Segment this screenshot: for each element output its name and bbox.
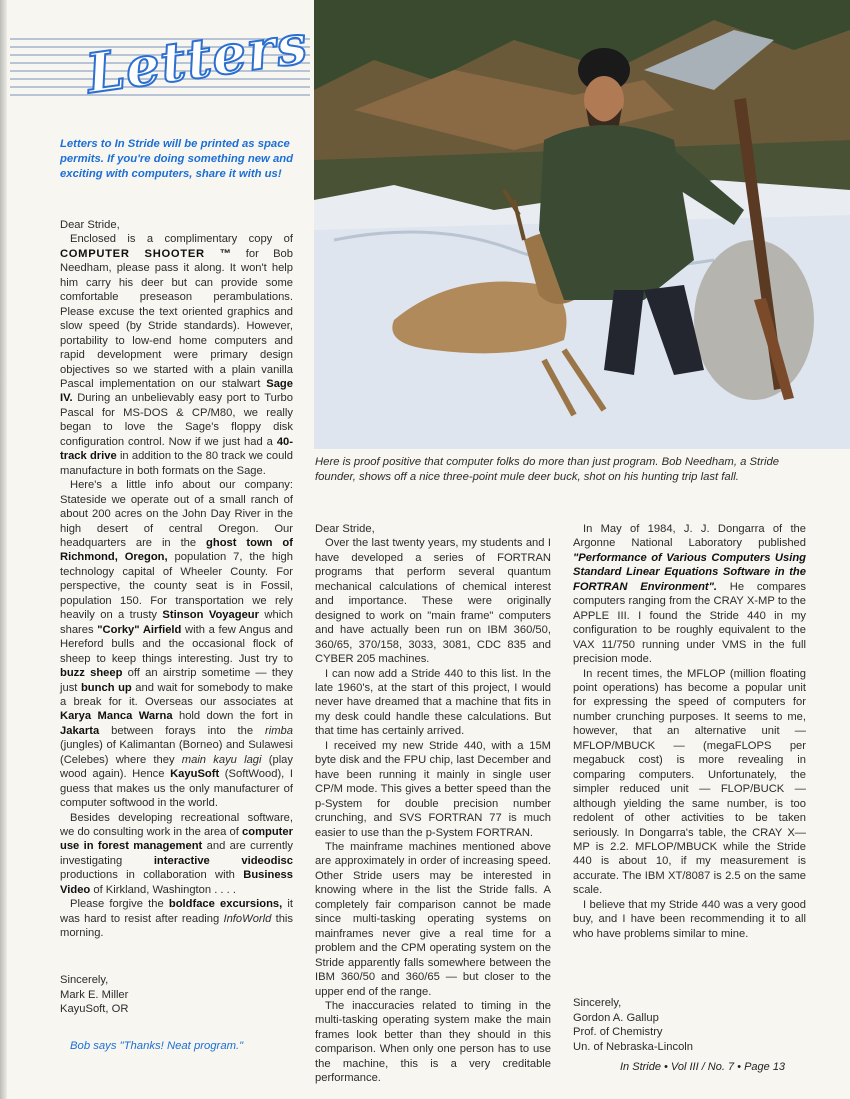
letter-two-paragraph: The mainframe machines mentioned above are approximately in order of increasing speed. Other Stride users may be interested in knowing where in the list the Stride falls. A completely fair comparison cannot be made since multi-tasking operating systems on mainframes never give a real time for a problem and the CPM operating system on the Stride apparently falls somewhere between the IBM 360/50 and 360/65 — but closer to the upper end of the range. [315,840,551,998]
letter-two-column-b [573,522,806,941]
letter-two-column-a [315,522,551,1086]
letter-two-paragraph: In May of 1984, J. J. Dongarra of the Argonne National Laboratory published "Performance of Various Computers Using Standard Linear Equations Software in the FORTRAN Environment". He compares computers ranging from the CRAY X-MP to the APPLE III. I found the Stride 440 in my configuration to be roughly equivalent to the VAX 11/750 running under VMS in the full precision mode. [573,523,806,666]
photo-caption: Here is proof positive that computer folks do more than just program. Bob Needham, a Stride founder, shows off a nice three-point mule deer buck, shot on his hunting trip last fall. [315,456,780,483]
letter-one-signature: Sincerely, Mark E. Miller KayuSoft, OR [60,974,129,1015]
page-footer: In Stride • Vol III / No. 7 • Page 13 [620,1061,786,1073]
letter-one-paragraph: Please forgive the boldface excursions, it was hard to resist after reading InfoWorld this morning. [60,898,294,940]
letter-one-salutation: Dear Stride, [60,219,120,231]
letter-two-paragraph: Over the last twenty years, my students and I have developed a series of FORTRAN programs that perform several quantum mechanical calculations of chemical interest and importance. These were originally designed to work on "main frame" computers and have actually been run on IBM 360/50, 360/65, 370/158, 3033, 3081, CDC 835 and CYBER 205 machines. [315,537,551,666]
hunting-photo [314,0,850,449]
section-title: Letters [82,11,312,106]
deer-hunter-illustration [314,0,850,449]
letter-one-paragraph: Besides developing recreational software, we do consulting work in the area of computer use in forest management and are currently investigating interactive videodisc productions in collaboration with Business Video of Kirkland, Washington . . . . [60,811,294,896]
letter-two-paragraph: I can now add a Stride 440 to this list. In the late 1960's, at the start of this project, I would never have dreamed that a machine that fits in my desk could handle these calculations. But that time has certainly arrived. [315,667,551,738]
letter-one-paragraph: Here's a little info about our company: Stateside we operate out of a small ranch of about 200 acres on the John Day River in the high desert of central Oregon. Our headquarters are in the ghost town of Richmond, Oregon, population 7, the high technology capital of Wheeler County. For perspective, the county seat is in Fossil, population 150. For transportation we rely heavily on a trusty Stinson Voyageur which shares "Corky" Airfield with a few Angus and Hereford bulls and the occasional flock of sheep to keep things interesting. Just try to buzz sheep off an airstrip sometime — they just bunch up and wait for somebody to make a break for it. Overseas our associates at Karya Manca Warna hold down the fort in Jakarta between forays into the rimba (jungles) of Kalimantan (Borneo) and Sulawesi (Celebes) where they main kayu lagi (play wood again). Hence KayuSoft (SoftWood), I guess that makes us the only manufacturer of computer softwood in the world. [60,479,294,810]
letter-two-paragraph: I received my new Stride 440, with a 15M byte disk and the FPU chip, last December and have been running it mainly in single user CP/M mode. This gives a better speed than the p-System for double precision number crunching, and SVS FORTRAN 77 is much easier to use than the p-System FORTRAN. [315,739,551,839]
intro-text: Letters to In Stride will be printed as space permits. If you're doing something new and exciting with computers, share it with us! [60,138,294,180]
letter-one [60,218,293,941]
letter-two-paragraph: I believe that my Stride 440 was a very good buy, and I have been recommending it to all who have problems similar to mine. [573,898,806,940]
editor-reply: Bob says "Thanks! Neat program." [70,1040,244,1052]
letter-two-paragraph: In recent times, the MFLOP (million floating point operations) has become a popular unit for expressing the speed of computers for number crunching purposes. It seems to me, however, that an alternative unit — MFLOP/MBUCK — (megaFLOPS per megabuck cost) is more revealing in comparing computers. Unfortunately, the simpler reduced unit — FLOP/BUCK — although yielding the same number, is too redolent of other activities to be taken seriously. In Dongarra's table, the CRAY X—MP is 2.2. MFLOP/MBUCK while the Stride 440 is about 10, if my measurement is accurate. The IBM XT/8087 is 2.5 on the same scale. [573,667,806,897]
page-binding-edge [0,0,7,1099]
letter-two-salutation: Dear Stride, [315,523,375,535]
letter-two-paragraph: The inaccuracies related to timing in the multi-tasking operating system make the main frames look better than they should in this comparison. When only one person has to use the machine, this is a very creditable performance. [315,999,551,1085]
letter-one-paragraph: Enclosed is a complimentary copy of COMPUTER SHOOTER ™ for Bob Needham, please pass it along. It won't help him carry his deer but can provide some comfortable preseason perambulations. Please excuse the text oriented graphics and slow speed (by Stride standards). However, portability to low-end home computers and rapid development were primary design objectives so we started with a plain vanilla Pascal implementation on our stalwart Sage IV. During an unbelievably easy port to Turbo Pascal for MS-DOS & CP/M80, we really began to love the Sage's floppy disk configuration control. Now if we just had a 40-track drive in addition to the 80 track we could manufacture in both formats on the Sage. [60,233,293,477]
letter-two-signature: Sincerely, Gordon A. Gallup Prof. of Chemistry Un. of Nebraska-Lincoln [573,997,694,1053]
